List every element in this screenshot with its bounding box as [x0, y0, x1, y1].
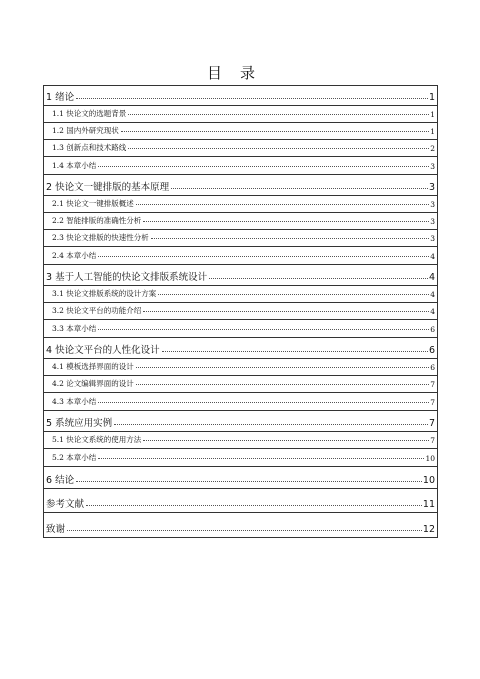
toc-entry-label: 5.2 本章小结	[52, 453, 97, 462]
toc-entry-label: 2 快论文一键排版的基本原理	[46, 182, 170, 193]
toc-section-entry[interactable]	[44, 213, 437, 230]
toc-entry-label: 1.1 快论文的选题背景	[52, 109, 127, 118]
toc-entry-page-number: 7	[428, 418, 435, 429]
toc-section-entry[interactable]	[44, 140, 437, 157]
toc-entry-page-number: 6	[430, 325, 435, 334]
toc-entry-page-number: 6	[430, 363, 435, 372]
toc-section-entry[interactable]	[44, 320, 437, 338]
dot-leader	[143, 220, 429, 222]
toc-entry-label: 1.2 国内外研究现状	[52, 126, 119, 135]
toc-entry-page-number: 3	[430, 217, 435, 226]
toc-entry-label: 3.1 快论文排版系统的设计方案	[52, 289, 157, 298]
toc-entry-label: 4.1 模板选择界面的设计	[52, 362, 134, 371]
toc-entry-label: 3 基于人工智能的快论文排版系统设计	[46, 272, 208, 283]
toc-chapter-entry[interactable]	[44, 467, 437, 489]
dot-leader	[114, 423, 428, 425]
toc-chapter-entry[interactable]	[44, 411, 437, 432]
dot-leader	[128, 147, 429, 149]
dot-leader	[143, 310, 429, 312]
toc-section-entry[interactable]	[44, 376, 437, 393]
toc-title: 目录	[206, 64, 273, 82]
toc-entry-label: 2.2 智能排版的准确性分析	[52, 216, 142, 225]
toc-entry-page-number: 3	[430, 234, 435, 243]
toc-entry-page-number: 4	[430, 307, 435, 316]
toc-entry-page-number: 7	[430, 380, 435, 389]
dot-leader	[158, 293, 429, 295]
toc-section-entry[interactable]	[44, 123, 437, 140]
dot-leader	[67, 529, 422, 531]
toc-entry-label: 3.3 本章小结	[52, 324, 97, 333]
toc-entry-page-number: 4	[430, 290, 435, 299]
toc-entry-label: 1 绪论	[46, 92, 75, 103]
toc-entry-label: 2.4 本章小结	[52, 251, 97, 260]
toc-entry-page-number: 1	[430, 110, 435, 119]
toc-entry-page-number: 7	[430, 398, 435, 407]
toc-entry-label: 6 结论	[46, 475, 75, 486]
dot-leader	[151, 237, 429, 239]
toc-table	[43, 85, 438, 538]
toc-entry-page-number: 10	[425, 454, 435, 463]
toc-entry-label: 1.4 本章小结	[52, 161, 97, 170]
toc-entry-page-number: 10	[422, 475, 435, 486]
toc-entry-label: 5 系统应用实例	[46, 418, 113, 429]
toc-entry-page-number: 4	[428, 272, 435, 283]
dot-leader	[86, 504, 422, 506]
toc-entry-label: 致谢	[46, 524, 66, 535]
toc-section-entry[interactable]	[44, 432, 437, 449]
toc-chapter-entry[interactable]	[44, 265, 437, 286]
toc-entry-page-number: 3	[428, 182, 435, 193]
toc-section-entry[interactable]	[44, 157, 437, 175]
toc-entry-label: 1.3 创新点和技术路线	[52, 143, 127, 152]
toc-section-entry[interactable]	[44, 449, 437, 467]
toc-section-entry[interactable]	[44, 286, 437, 303]
dot-leader	[128, 113, 429, 115]
dot-leader	[171, 187, 428, 189]
toc-entry-label: 2.3 快论文排版的快速性分析	[52, 233, 149, 242]
dot-leader	[98, 401, 429, 403]
dot-leader	[136, 383, 429, 385]
toc-section-entry[interactable]	[44, 393, 437, 411]
dot-leader	[136, 366, 429, 368]
toc-entry-label: 5.1 快论文系统的使用方法	[52, 435, 142, 444]
toc-chapter-entry[interactable]	[44, 489, 437, 513]
toc-chapter-entry[interactable]	[44, 86, 437, 106]
dot-leader	[98, 165, 429, 167]
toc-section-entry[interactable]	[44, 230, 437, 247]
toc-entry-page-number: 2	[430, 144, 435, 153]
toc-entry-page-number: 1	[428, 92, 435, 103]
dot-leader	[143, 439, 429, 441]
toc-entry-page-number: 7	[430, 436, 435, 445]
toc-chapter-entry[interactable]	[44, 513, 437, 537]
toc-section-entry[interactable]	[44, 196, 437, 213]
toc-section-entry[interactable]	[44, 106, 437, 123]
toc-section-entry[interactable]	[44, 247, 437, 265]
toc-entry-label: 4.2 论文编辑界面的设计	[52, 379, 134, 388]
toc-chapter-entry[interactable]	[44, 175, 437, 196]
toc-entry-label: 4 快论文平台的人性化设计	[46, 345, 160, 356]
toc-entry-page-number: 6	[428, 345, 435, 356]
toc-entry-page-number: 1	[430, 127, 435, 136]
dot-leader	[136, 203, 429, 205]
dot-leader	[209, 277, 428, 279]
toc-entry-page-number: 3	[430, 162, 435, 171]
toc-chapter-entry[interactable]	[44, 338, 437, 359]
dot-leader	[76, 480, 422, 482]
dot-leader	[76, 97, 428, 99]
toc-entry-label: 参考文献	[46, 499, 85, 510]
toc-section-entry[interactable]	[44, 359, 437, 376]
dot-leader	[98, 255, 429, 257]
dot-leader	[98, 457, 424, 459]
toc-entry-page-number: 12	[422, 524, 435, 535]
toc-entry-page-number: 11	[422, 499, 435, 510]
toc-section-entry[interactable]	[44, 303, 437, 320]
dot-leader	[121, 130, 429, 132]
toc-entry-label: 4.3 本章小结	[52, 397, 97, 406]
toc-entry-label: 2.1 快论文一键排版概述	[52, 199, 134, 208]
toc-entry-page-number: 4	[430, 252, 435, 261]
toc-entry-page-number: 3	[430, 200, 435, 209]
dot-leader	[98, 328, 429, 330]
toc-entry-label: 3.2 快论文平台的功能介绍	[52, 306, 142, 315]
dot-leader	[162, 350, 428, 352]
